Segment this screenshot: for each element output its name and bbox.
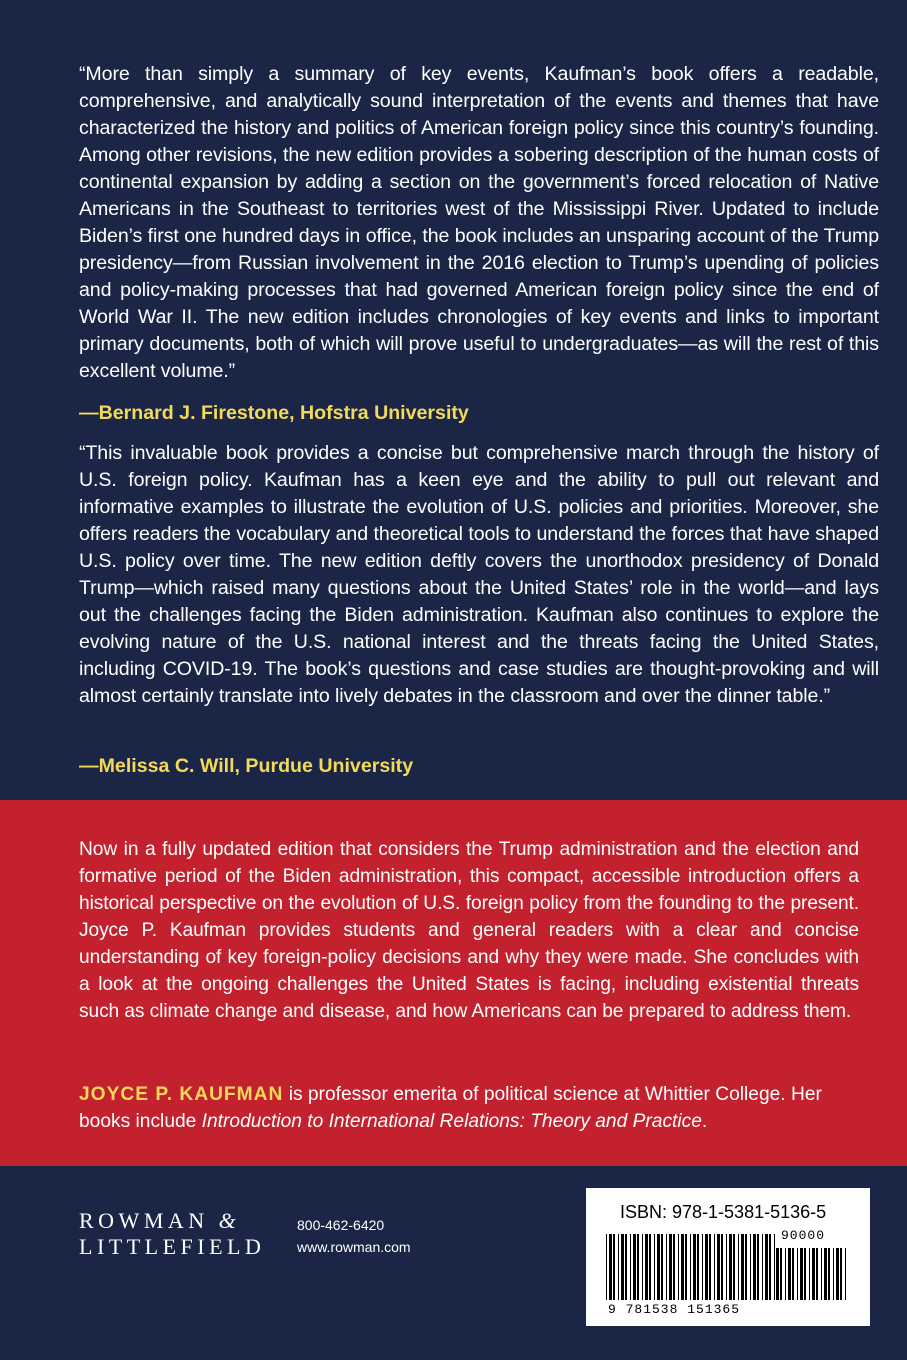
barcode-bar: [769, 1234, 771, 1300]
isbn-barcode: [586, 1188, 870, 1326]
barcode-bar: [685, 1234, 687, 1300]
author-bio-end: .: [701, 1111, 708, 1132]
barcode-bar: [840, 1248, 842, 1300]
barcode-bar: [821, 1248, 822, 1300]
barcode-bar: [606, 1234, 607, 1300]
barcode-bar: [738, 1234, 739, 1300]
publisher-phone: 800-462-6420: [297, 1217, 385, 1233]
publisher-logo-line1: ROWMAN: [79, 1208, 209, 1233]
barcode-bar: [788, 1248, 791, 1300]
barcode-bar: [666, 1234, 667, 1300]
barcode-bar: [792, 1248, 794, 1300]
endorsement-attribution-1: —Bernard J. Firestone, Hofstra University: [79, 402, 469, 424]
barcode-bar: [630, 1234, 631, 1300]
barcode-bar: [745, 1234, 747, 1300]
endorsement-quote-2: “This invaluable book provides a concise but comprehensive march through the history of U.S. foreign policy. Kaufman has a keen eye and the ability to pull out relevant and informative examples to illustrate the evolution of U.S. policies and priorities. Moreover, she offers readers the vocabulary and theoretical tools to understand the forces that have shaped U.S. policy over time. The new edition deftly covers the unorthodox presidency of Donald Trump—which raised many questions about the United States’ role in the world—and lays out the challenges facing the Biden administration. Kaufman also continues to explore the evolving nature of the U.S. national interest and the threats facing the United States, including COVID-19. The book’s questions and case studies are thought-provoking and will almost certainly translate into lively debates in the classroom and over the dinner table.”: [79, 442, 879, 707]
publisher-logo-ampersand: &: [218, 1208, 236, 1233]
barcode-bar: [657, 1234, 660, 1300]
barcode-bar: [797, 1248, 798, 1300]
barcode-bar: [613, 1234, 615, 1300]
barcode-bar: [621, 1234, 624, 1300]
barcode-bar: [678, 1234, 679, 1300]
barcode-bar: [757, 1234, 759, 1300]
barcode-bar: [765, 1234, 768, 1300]
publisher-website: www.rowman.com: [297, 1239, 411, 1255]
isbn-label: ISBN: 978-1-5381-5136-5: [620, 1202, 827, 1222]
endorsement-quote-1: “More than simply a summary of key events, Kaufman’s book offers a readable, comprehensive, and analytically sound interpretation of the events and themes that have characterized the history and politics of American foreign policy since this country’s founding. Among other revisions, the new edition provides a sobering description of the human costs of continental expansion by adding a section on the government’s forced relocation of Native Americans in the Southeast to territories west of the Mississippi River. Updated to include Biden’s first one hundred days in office, the book includes an unsparing account of the Trump presidency—from Russian involvement in the 2016 election to Trump’s upending of policies and policy-making processes that had governed American foreign policy since the end of World War II. The new edition includes chronologies of key events and links to important primary documents, both of which will prove useful to undergraduates—as will the rest of this excellent volume.”: [79, 63, 879, 382]
barcode-bar: [836, 1248, 839, 1300]
barcode-bar: [804, 1248, 806, 1300]
publisher-logo: [79, 1208, 265, 1260]
barcode-bar: [714, 1234, 715, 1300]
barcode-bar: [726, 1234, 727, 1300]
barcode-bar: [637, 1234, 639, 1300]
barcode-bar: [750, 1234, 751, 1300]
barcode-bar: [654, 1234, 655, 1300]
barcode-bar: [776, 1248, 779, 1300]
barcode-bar: [828, 1248, 830, 1300]
endorsement-attribution-2: —Melissa C. Will, Purdue University: [79, 755, 414, 777]
barcode-bar: [642, 1234, 643, 1300]
barcode-bar: [661, 1234, 663, 1300]
barcode-bar: [721, 1234, 723, 1300]
barcode-addon-bars: [776, 1248, 846, 1300]
barcode-bar: [800, 1248, 803, 1300]
barcode-bar: [618, 1234, 619, 1300]
barcode-bar: [845, 1248, 846, 1300]
barcode-bar: [824, 1248, 827, 1300]
barcode-bar: [774, 1234, 775, 1300]
barcode-bar: [645, 1234, 648, 1300]
book-description: Now in a fully updated edition that considers the Trump administration and the election and formative period of the Biden administration, this compact, accessible introduction offers a historical perspective on the evolution of U.S. foreign policy from the founding to the present. Joyce P. Kaufman provides students and general readers with a clear and concise understanding of key foreign-policy decisions and why they were made. She concludes with a look at the ongoing challenges the United States is facing, including existential threats such as climate change and disease, and how Americans can be prepared to address them.: [79, 839, 859, 1022]
barcode-bar: [816, 1248, 818, 1300]
barcode-bar: [709, 1234, 711, 1300]
barcode-bar: [809, 1248, 810, 1300]
barcode-bar: [717, 1234, 720, 1300]
publisher-contact: [297, 1214, 411, 1258]
barcode-bar: [833, 1248, 834, 1300]
barcode-bar: [780, 1248, 782, 1300]
author-name: JOYCE P. KAUFMAN: [79, 1084, 284, 1105]
barcode-bar: [649, 1234, 651, 1300]
author-bio-text: is professor emerita of political science at Whittier College. Her books include: [79, 1084, 822, 1132]
barcode-addon-number: 90000: [781, 1228, 826, 1243]
barcode-bar: [669, 1234, 672, 1300]
barcode-bar: [690, 1234, 691, 1300]
barcode-bar: [705, 1234, 708, 1300]
barcode-bar: [702, 1234, 703, 1300]
barcode-bar: [633, 1234, 636, 1300]
barcode-bar: [812, 1248, 815, 1300]
barcode-bar: [729, 1234, 732, 1300]
barcode-main-bars: [606, 1234, 776, 1300]
barcode-bar: [697, 1234, 699, 1300]
barcode-bar: [762, 1234, 763, 1300]
barcode-bar: [733, 1234, 735, 1300]
barcode-ean-number: 9 781538 151365: [608, 1302, 741, 1317]
barcode-bar: [693, 1234, 696, 1300]
barcode-bar: [753, 1234, 756, 1300]
barcode-bar: [609, 1234, 612, 1300]
barcode-bar: [741, 1234, 744, 1300]
barcode-bar: [673, 1234, 675, 1300]
barcode-bar: [681, 1234, 684, 1300]
author-bio: [79, 1081, 869, 1135]
author-book-title: Introduction to International Relations: Theory and Practice: [201, 1111, 702, 1132]
barcode-bar: [625, 1234, 627, 1300]
publisher-logo-line2: LITTLEFIELD: [79, 1234, 266, 1259]
barcode-bar: [785, 1248, 786, 1300]
